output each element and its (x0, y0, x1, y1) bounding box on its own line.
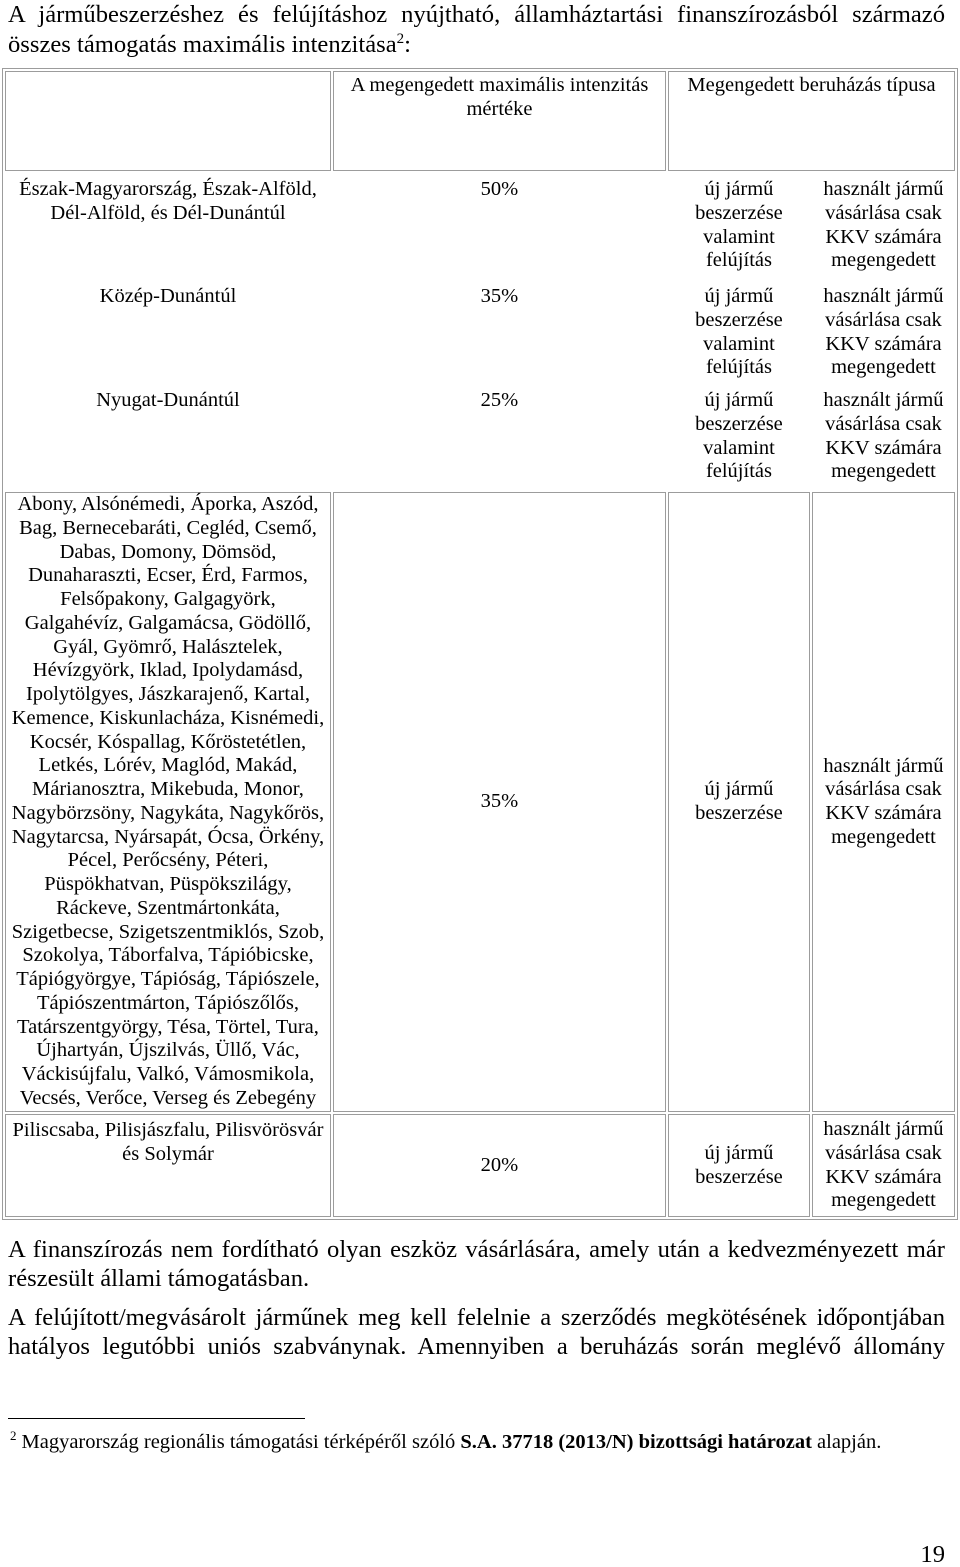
intensity-cell: 25% (480, 389, 519, 411)
table-header-row (5, 71, 955, 171)
footnote-text-end: alapján. (811, 1431, 882, 1453)
footnote-separator (8, 1418, 305, 1419)
new-vehicle-cell: új jármű beszerzése valamint felújítás (695, 389, 783, 483)
heading-text: A járműbeszerzéshez és felújításhoz nyújtható, államháztartási finanszírozásból származó összes támogatás maximális intenzitása (8, 1, 945, 58)
table-row (5, 280, 955, 382)
header-intensity-cell: A megengedett maximális intenzitás mértéke (333, 71, 666, 171)
new-vehicle-cell: új jármű beszerzése valamint felújítás (695, 285, 783, 379)
region-cell: Abony, Alsónémedi, Áporka, Aszód, Bag, Bernecebaráti, Cegléd, Csemő, Dabas, Domony, Dömsöd, Dunaharaszti, Ecser, Érd, Farmos, Felsőpakony, Galgagyörk, Galgahévíz, Galgamácsa, Gödöllő, Gyál, Gyömrő, Halásztelek, Hévízgyörk, Iklad, Ipolydamásd, Ipolytölgyes, Jászkarajenő, Kartal, Kemence, Kiskunlacháza, Kisnémedi, Kocsér, Kóspallag, Kőröstetétlen, Letkés, Lórév, Maglód, Makád, Márianosztra, Mikebuda, Monor, Nagybörzsöny, Nagykáta, Nagykőrös, Nagytarcsa, Nyársapát, Ócsa, Örkény, Pécel, Perőcsény, Péteri, Püspökhatvan, Püspökszilágy, Ráckeve, Szentmártonkáta, Szigetbecse, Szigetszentmiklós, Szob, Szokolya, Táborfalva, Tápióbicske, Tápiógyörgye, Tápióság, Tápiószele, Tápiószentmárton, Tápiószőlős, Tatárszentgyörgy, Tésa, Törtel, Tura, Újhartyán, Újszilvás, Üllő, Vác, Váckisújfalu, Valkó, Vámosmikola, Vecsés, Verőce, Verseg és Zebegény (5, 492, 331, 1112)
heading-suffix: : (404, 31, 411, 58)
footnote-bold-text: S.A. 37718 (2013/N) bizottsági határozat (460, 1431, 812, 1453)
footnote (10, 1428, 882, 1455)
used-vehicle-cell: használt jármű vásárlása csak KKV számára megengedett (812, 1114, 955, 1217)
page-number: 19 (920, 1541, 945, 1567)
region-cell: Nyugat-Dunántúl (96, 389, 240, 411)
table-row (5, 1114, 955, 1217)
aid-intensity-table (2, 68, 958, 1220)
used-vehicle-cell: használt jármű vásárlása csak KKV számára megengedett (823, 389, 944, 483)
header-region-cell (5, 71, 331, 171)
table-row (5, 384, 955, 490)
heading-footnote-ref: 2 (396, 31, 405, 47)
intensity-cell: 35% (333, 492, 666, 1112)
table-row (5, 173, 955, 278)
intensity-cell: 50% (480, 178, 519, 200)
region-cell: Piliscsaba, Pilisjászfalu, Pilisvörösvár és Solymár (5, 1114, 331, 1217)
intensity-cell: 35% (480, 285, 519, 307)
region-cell: Közép-Dunántúl (99, 285, 237, 307)
new-vehicle-cell: új jármű beszerzése (668, 1114, 810, 1217)
used-vehicle-cell: használt jármű vásárlása csak KKV számára megengedett (812, 492, 955, 1112)
region-cell: Észak-Magyarország, Észak-Alföld, Dél-Alföld, és Dél-Dunántúl (19, 178, 317, 224)
header-investment-type-cell: Megengedett beruházás típusa (668, 71, 955, 171)
intensity-cell: 20% (333, 1114, 666, 1217)
footnote-number: 2 (10, 1428, 17, 1443)
used-vehicle-cell: használt jármű vásárlása csak KKV számára megengedett (823, 285, 944, 379)
new-vehicle-cell: új jármű beszerzése (668, 492, 810, 1112)
footnote-text: Magyarország regionális támogatási térképéről szóló (21, 1431, 461, 1453)
used-vehicle-cell: használt jármű vásárlása csak KKV számára megengedett (823, 178, 944, 272)
page-heading (8, 0, 945, 60)
new-vehicle-cell: új jármű beszerzése valamint felújítás (695, 178, 783, 272)
table-row (5, 492, 955, 1112)
body-paragraph: A finanszírozás nem fordítható olyan eszköz vásárlására, amely után a kedvezményezett már részesült állami támogatásban. (8, 1236, 945, 1292)
body-paragraph: A felújított/megvásárolt járműnek meg kell felelnie a szerződés megkötésének időpontjában hatályos legutóbbi uniós szabványnak. Amennyiben a beruházás során meglévő állomány (8, 1304, 945, 1360)
